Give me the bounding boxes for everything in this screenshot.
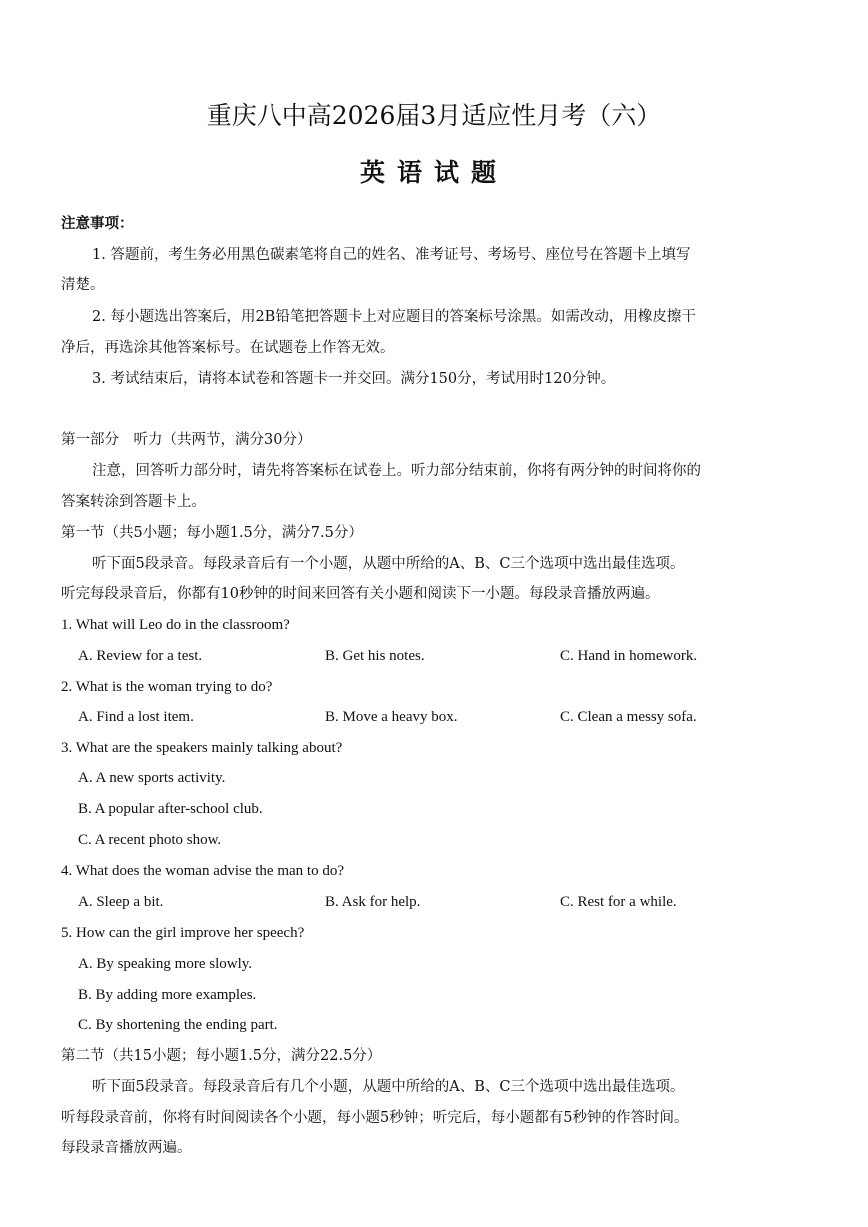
- question-4-option-a: A. Sleep a bit.: [78, 894, 164, 910]
- question-5-option-c: C. By shortening the ending part.: [78, 1017, 278, 1033]
- notice-item-2-line-2: 净后，再选涂其他答案标号。在试题卷上作答无效。: [61, 340, 395, 356]
- question-2-option-c: C. Clean a messy sofa.: [560, 709, 697, 725]
- exam-subtitle: 英语试题: [359, 158, 508, 187]
- section2-heading: 第二节（共15小题；每小题1.5分，满分22.5分）: [61, 1048, 382, 1064]
- question-5: 5. How can the girl improve her speech?: [61, 925, 305, 941]
- question-1-option-b: B. Get his notes.: [325, 648, 425, 664]
- question-3-option-a: A. A new sports activity.: [78, 770, 226, 786]
- section2-instruction-line-2: 听每段录音前，你将有时间阅读各个小题，每小题5秒钟；听完后，每小题都有5秒钟的作答时间。: [61, 1110, 689, 1126]
- notice-heading: 注意事项：: [61, 215, 134, 232]
- part1-intro-line-2: 答案转涂到答题卡上。: [61, 494, 206, 510]
- part1-heading: 第一部分 听力（共两节，满分30分）: [61, 432, 312, 448]
- question-2: 2. What is the woman trying to do?: [61, 679, 273, 695]
- question-2-option-b: B. Move a heavy box.: [325, 709, 458, 725]
- question-2-option-a: A. Find a lost item.: [78, 709, 194, 725]
- question-3: 3. What are the speakers mainly talking about?: [61, 740, 343, 756]
- question-1-option-c: C. Hand in homework.: [560, 648, 698, 664]
- section1-heading: 第一节（共5小题；每小题1.5分，满分7.5分）: [61, 525, 363, 541]
- exam-title: 重庆八中高2026届3月适应性月考（六）: [206, 101, 662, 130]
- question-5-option-b: B. By adding more examples.: [78, 987, 257, 1003]
- question-3-option-c: C. A recent photo show.: [78, 832, 222, 848]
- section1-instruction-line-2: 听完每段录音后，你都有10秒钟的时间来回答有关小题和阅读下一小题。每段录音播放两遍。: [61, 586, 660, 602]
- notice-item-2-line-1: 2. 每小题选出答案后，用2B铅笔把答题卡上对应题目的答案标号涂黑。如需改动，用橡皮擦干: [92, 309, 696, 325]
- notice-item-1-line-2: 清楚。: [61, 277, 105, 293]
- question-5-option-a: A. By speaking more slowly.: [78, 956, 253, 972]
- section2-instruction-line-1: 听下面5段录音。每段录音后有几个小题，从题中所给的A、B、C三个选项中选出最佳选项。: [92, 1079, 685, 1095]
- question-1-option-a: A. Review for a test.: [78, 648, 203, 664]
- question-3-option-b: B. A popular after-school club.: [78, 801, 263, 817]
- section1-instruction-line-1: 听下面5段录音。每段录音后有一个小题，从题中所给的A、B、C三个选项中选出最佳选项。: [92, 556, 685, 572]
- section2-instruction-line-3: 每段录音播放两遍。: [61, 1140, 192, 1156]
- notice-item-1-line-1: 1. 答题前，考生务必用黑色碳素笔将自己的姓名、准考证号、考场号、座位号在答题卡上填写: [92, 247, 691, 263]
- part1-intro-line-1: 注意，回答听力部分时，请先将答案标在试卷上。听力部分结束前，你将有两分钟的时间将你的: [92, 463, 701, 479]
- question-1: 1. What will Leo do in the classroom?: [61, 617, 290, 633]
- question-4-option-c: C. Rest for a while.: [560, 894, 677, 910]
- question-4-option-b: B. Ask for help.: [325, 894, 421, 910]
- question-4: 4. What does the woman advise the man to do?: [61, 863, 344, 879]
- notice-item-3: 3. 考试结束后，请将本试卷和答题卡一并交回。满分150分，考试用时120分钟。: [92, 371, 616, 387]
